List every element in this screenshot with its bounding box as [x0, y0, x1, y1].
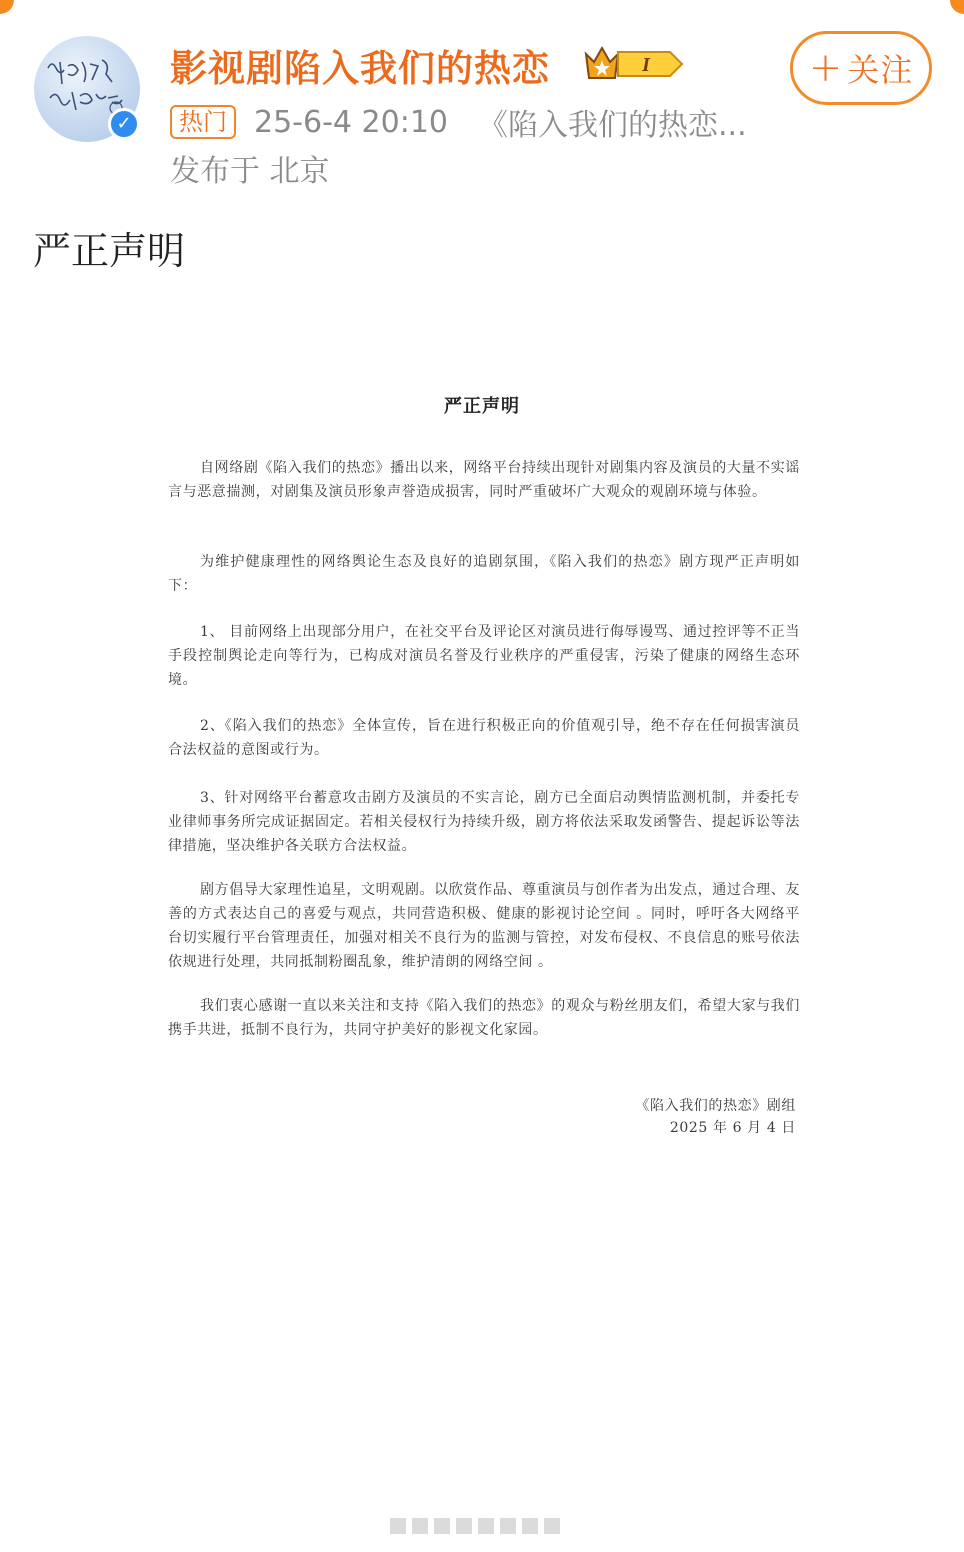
- statement-paragraph-2: 为维护健康理性的网络舆论生态及良好的追剧氛围，《陷入我们的热恋》剧方现严正声明如下：: [168, 554, 800, 594]
- statement-paragraph-5: 3、针对网络平台蓄意攻击剧方及演员的不实言论，剧方已全面启动舆情监测机制，并委托专业律师事务所完成证据固定。若相关侵权行为持续升级，剧方将依法采取发函警告、提起诉讼等法律措施，坚决维护各关联方合法权益。: [168, 790, 800, 854]
- hot-tag[interactable]: 热门: [170, 105, 236, 139]
- badge-level-label: I: [642, 54, 650, 76]
- crown-level-badge-icon[interactable]: [582, 44, 686, 84]
- statement-paragraph-1: 自网络剧《陷入我们的热恋》播出以来，网络平台持续出现针对剧集内容及演员的大量不实谣言与恶意揣测，对剧集及演员形象声誉造成损害，同时严重破坏广大观众的观剧环境与体验。: [168, 460, 800, 500]
- statement-paragraph-6: 剧方倡导大家理性追星，文明观剧。以欣赏作品、尊重演员与创作者为出发点，通过合理、友善的方式表达自己的喜爱与观点，共同营造积极、健康的影视讨论空间 。同时，呼吁各大网络平台切实履行平台管理责任，加强对相关不良行为的监测与管控，对发布侵权、不良信息的账号依法依规进行处理，共同抵制粉圈乱象，维护清朗的网络空间 。: [168, 882, 800, 970]
- watermark-image: [390, 1512, 575, 1540]
- statement-date: 2025 年 6 月 4 日: [669, 1120, 796, 1136]
- post-location: 发布于 北京: [170, 154, 330, 189]
- statement-paragraph-3: 1、 目前网络上出现部分用户，在社交平台及评论区对演员进行侮辱谩骂、通过控评等不正当手段控制舆论走向等行为，已构成对演员名誉及行业秩序的严重侵害，污染了健康的网络生态环境。: [168, 624, 800, 688]
- follow-button-label: 关注: [847, 51, 914, 89]
- statement-paragraph-7: 我们衷心感谢一直以来关注和支持《陷入我们的热恋》的观众与粉丝朋友们，希望大家与我们携手共进，抵制不良行为，共同守护美好的影视文化家园。: [168, 998, 800, 1038]
- username[interactable]: 影视剧陷入我们的热恋: [170, 47, 550, 90]
- follow-button[interactable]: [790, 31, 932, 105]
- post-timestamp: 25-6-4 20:10: [254, 104, 448, 140]
- plus-icon: +: [808, 45, 844, 91]
- post-meta-row: [170, 100, 747, 144]
- corner-accent-right: [950, 0, 964, 14]
- verified-badge-icon: ✓: [108, 108, 140, 140]
- statement-signature: 《陷入我们的热恋》剧组: [635, 1098, 796, 1114]
- statement-paragraph-4: 2、《陷入我们的热恋》全体宣传，旨在进行积极正向的价值观引导，绝不存在任何损害演员合法权益的意图或行为。: [168, 718, 800, 758]
- statement-title: 严正声明: [444, 396, 520, 417]
- statement-image[interactable]: [168, 392, 800, 1136]
- post-text[interactable]: 严正声明: [33, 229, 186, 273]
- corner-accent-left: [0, 0, 14, 14]
- post-source[interactable]: 《陷入我们的热恋...: [478, 108, 747, 143]
